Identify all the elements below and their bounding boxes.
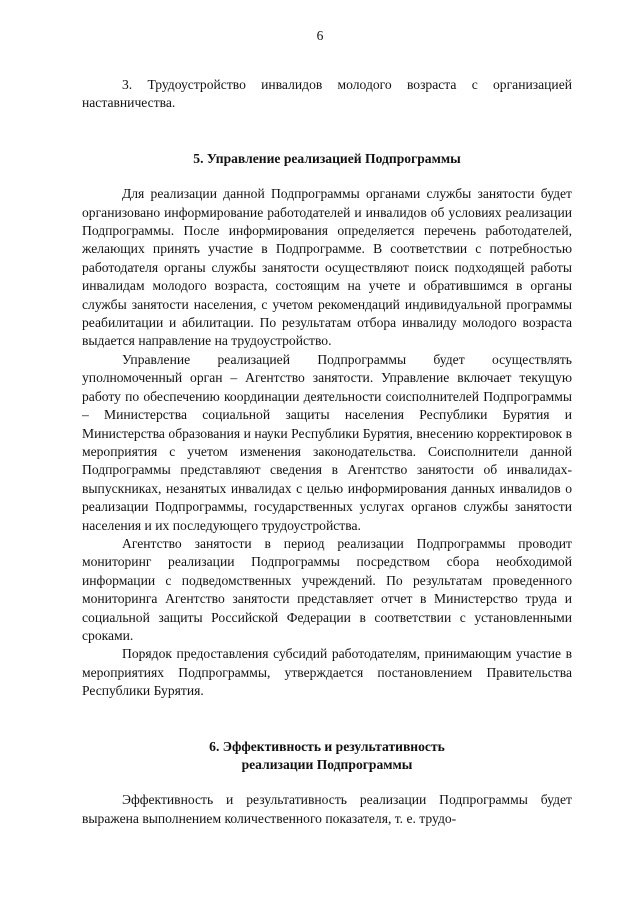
section-6-paragraph-1: Эффективность и результативность реализации Подпрограммы будет выражена выполнением количественного показателя, т. е. трудо- xyxy=(82,792,572,826)
section-6-heading xyxy=(82,738,572,775)
intro-list-item: 3. Трудоустройство инвалидов молодого возраста с организацией наставничества. xyxy=(82,77,572,111)
page-number: 6 xyxy=(316,28,324,43)
section-5-paragraph-3: Агентство занятости в период реализации Подпрограммы проводит мониторинг реализации Подпрограммы посредством сбора необходимой информации с подведомственных учреждений. По результатам проведенного мониторинга Агентство занятости представляет отчет в Министерство труда и социальной защиты Российской Федерации в соответствии с установленными сроками. xyxy=(82,535,572,643)
section-5-paragraph-4: Порядок предоставления субсидий работодателям, принимающим участие в мероприятиях Подпрограммы, утверждается постановлением Правительства Республики Бурятия. xyxy=(82,646,572,699)
section-6-heading-line-2: реализации Подпрограммы xyxy=(241,757,413,772)
section-5-paragraph-1: Для реализации данной Подпрограммы органами службы занятости будет организовано информирование работодателей и инвалидов об условиях реализации Подпрограммы. После информирования определяется перечень работодателей, желающих принять участие в Подпрограмме. В соответствии с потребностью работодателя органы службы занятости осуществляют поиск подходящей работы инвалидам молодого возраста, состоящим на учете и обратившимся в органы службы занятости населения, с учетом рекомендаций индивидуальной программы реабилитации и абилитации. По результатам отбора инвалиду молодого возраста выдается направление на трудоустройство. xyxy=(82,186,572,349)
section-5-heading: 5. Управление реализацией Подпрограммы xyxy=(193,150,461,166)
page-content xyxy=(82,76,572,828)
section-5-paragraph-2: Управление реализацией Подпрограммы будет осуществлять уполномоченный орган – Агентство занятости. Управление включает текущую работу по обеспечению координации деятельности соисполнителей Подпрограммы – Министерства социальной защиты населения Республики Бурятия и Министерства образования и науки Республики Бурятия, внесению корректировок в мероприятия с учетом изменения законодательства. Соисполнители данной Подпрограммы представляют сведения в Агентство занятости об инвалидах-выпускниках, незанятых инвалидах с целью информирования данных инвалидов о реализации Подпрограммы, государственных услугах органов службы занятости населения и их последующего трудоустройства. xyxy=(82,351,572,533)
section-6-heading-line-1: 6. Эффективность и результативность xyxy=(209,738,445,754)
